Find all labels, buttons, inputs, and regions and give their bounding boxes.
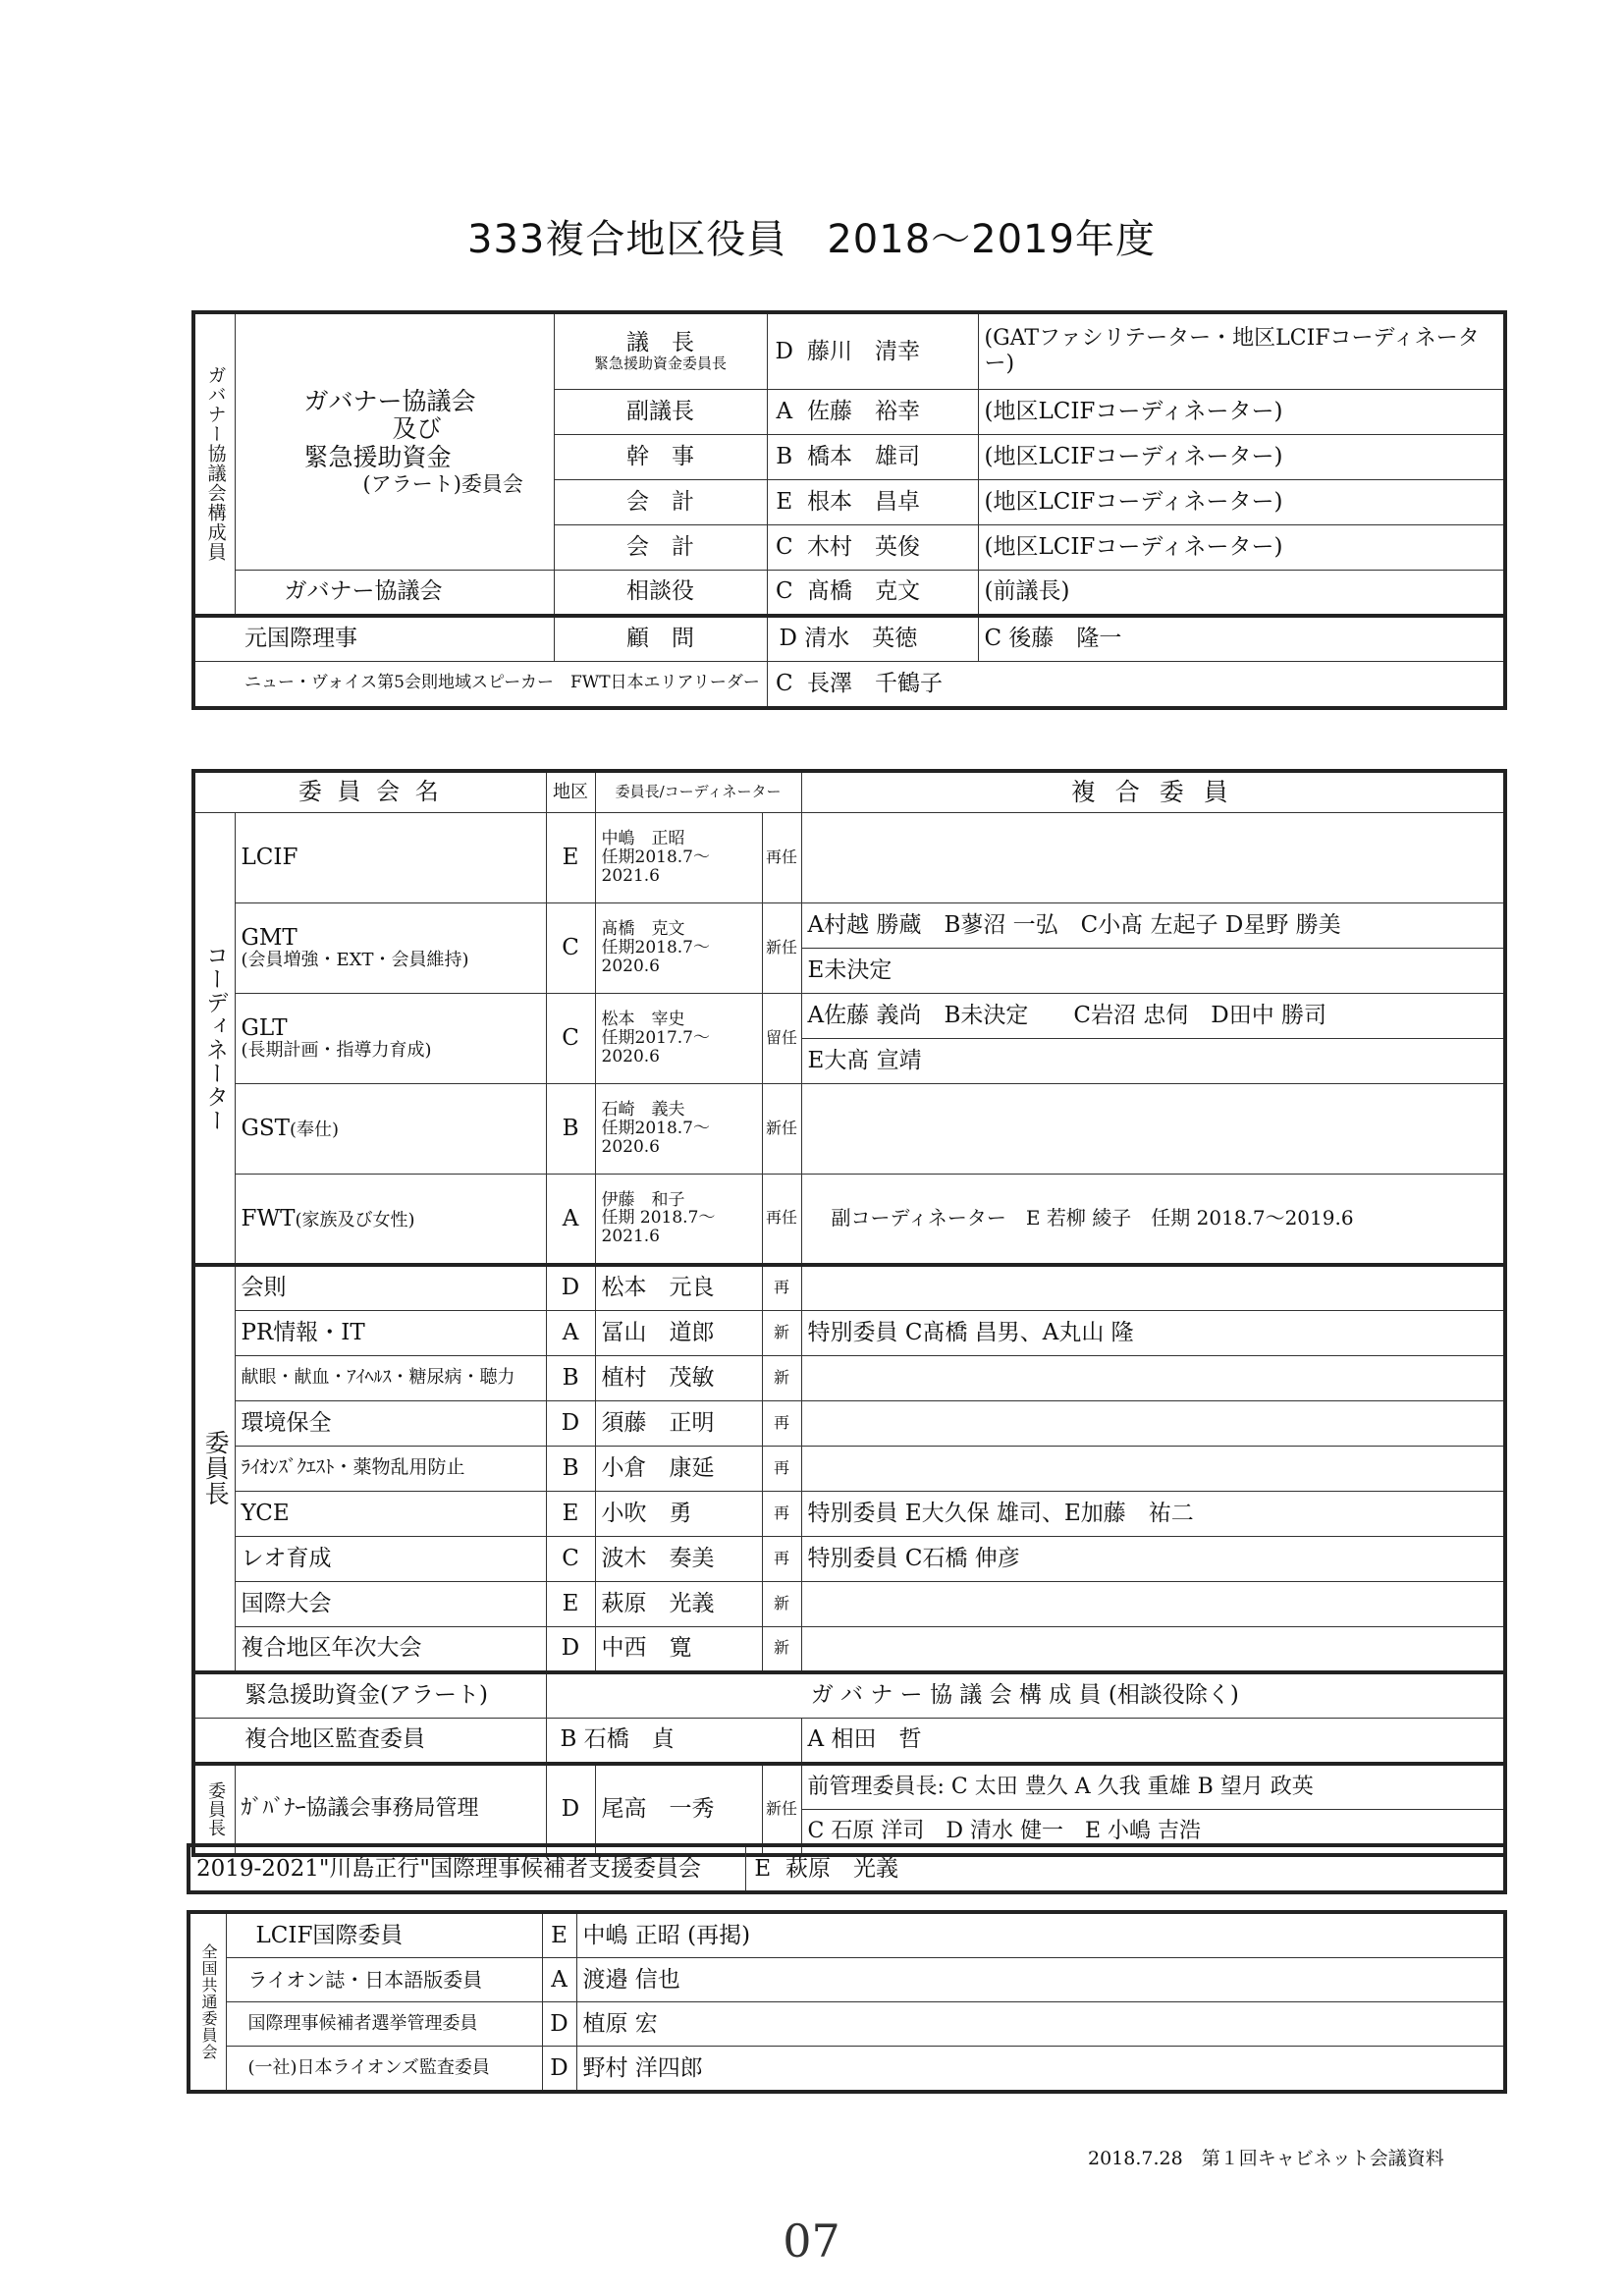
member-name: 木村 英俊	[801, 524, 978, 570]
committee-name: 会則	[235, 1265, 546, 1311]
members-line: E未決定	[801, 949, 1505, 994]
chair-name: 萩原 光義	[595, 1581, 762, 1626]
role-cell	[554, 312, 767, 389]
page-title: 333複合地区役員 2018～2019年度	[467, 217, 1156, 262]
alert-row-members: ガ バ ナ ー 協 議 会 構 成 員 (相談役除く)	[546, 1672, 1505, 1719]
member-note: (地区LCIFコーディネーター)	[978, 389, 1505, 434]
committee-name	[235, 813, 546, 903]
member-name: 藤川 清幸	[801, 312, 978, 389]
chair-term: 任期2018.7～2020.6	[601, 1119, 710, 1157]
district-code: A	[546, 1310, 595, 1355]
members-cell	[801, 813, 1505, 903]
chair-cell	[595, 1175, 762, 1265]
committee-title: GLT	[241, 1014, 288, 1041]
committee-name: 国際理事候補者選挙管理委員	[226, 2002, 542, 2047]
district-code: E	[767, 479, 801, 524]
members-cell	[801, 1355, 1505, 1400]
committee-name	[235, 903, 546, 994]
committee-sub: (奉仕)	[289, 1120, 340, 1141]
district-code: B	[767, 434, 801, 479]
committee-name: YCE	[235, 1491, 546, 1536]
council-group-name	[235, 312, 554, 570]
chair-name: 尾高 一秀	[595, 1764, 762, 1855]
district-code: D	[546, 1400, 595, 1446]
chair-name: 伊藤 和子	[601, 1189, 685, 1210]
member-name: 野村 洋四郎	[576, 2047, 1505, 2093]
members-line: 前管理委員長: C 太田 豊久 A 久我 重雄 B 望月 政英	[801, 1764, 1505, 1810]
district-code: E	[542, 1912, 576, 1958]
footer-note: 2018.7.28 第１回キャビネット会議資料	[1088, 2148, 1444, 2169]
members-cell	[801, 1581, 1505, 1626]
committee-title: FWT	[241, 1205, 296, 1231]
district-code: A	[767, 389, 801, 434]
chair-name: 中西 寛	[595, 1626, 762, 1672]
role-label: 議 長	[626, 329, 694, 355]
committee-title: GST	[241, 1116, 290, 1142]
members-cell: 副コーディネーター E 若柳 綾子 任期 2018.7～2019.6	[801, 1175, 1505, 1265]
committee-title: LCIF	[241, 845, 298, 871]
chair-name: 小吹 勇	[595, 1491, 762, 1536]
support-label: 2019-2021"川島正行"国際理事候補者支援委員会	[189, 1845, 745, 1892]
support-table	[187, 1843, 1507, 1894]
chair-name: 松本 元良	[595, 1265, 762, 1311]
council-side-label: ガバナー協議会構成員	[193, 312, 235, 616]
chair-name: 中嶋 正昭	[601, 829, 685, 849]
chair-name: 石崎 義夫	[601, 1100, 685, 1121]
status-badge: 再	[762, 1446, 801, 1491]
members-cell: 特別委員 E大久保 雄司、E加藤 祐二	[801, 1491, 1505, 1536]
chair-cell	[595, 903, 762, 994]
status-badge: 留任	[762, 994, 801, 1084]
members-cell: 特別委員 C石橋 伸彦	[801, 1536, 1505, 1581]
audit-row-name: 複合地区監査委員	[193, 1718, 546, 1764]
status-badge: 新	[762, 1626, 801, 1672]
role-label: 顧 問	[554, 616, 767, 662]
chair-cell	[595, 1084, 762, 1175]
members-cell: 特別委員 C髙橋 昌男、A丸山 隆	[801, 1310, 1505, 1355]
committee-sub: (会員増強・EXT・会員維持)	[241, 950, 469, 971]
members-line: A佐藤 義尚 B未決定 C岩沼 忠伺 D田中 勝司	[801, 994, 1505, 1039]
committee-name	[235, 994, 546, 1084]
national-table	[187, 1910, 1507, 2094]
status-badge: 新任	[762, 1764, 801, 1855]
member-note: (前議長)	[978, 570, 1505, 616]
member-note: (地区LCIFコーディネーター)	[978, 524, 1505, 570]
chair-name: 松本 宰史	[601, 1010, 685, 1030]
district-code: C	[767, 524, 801, 570]
district-code: C	[546, 1536, 595, 1581]
page-number: 07	[783, 2214, 840, 2268]
members-line: C 石原 洋司 D 清水 健一 E 小嶋 吉浩	[801, 1809, 1505, 1855]
group-line: 及び	[392, 414, 442, 444]
chair-name: 植村 茂敏	[595, 1355, 762, 1400]
role-sub-label: 緊急援助資金委員長	[593, 355, 727, 373]
role-label: 会 計	[554, 479, 767, 524]
committee-sub: (長期計画・指導力育成)	[241, 1040, 432, 1062]
status-badge: 新	[762, 1310, 801, 1355]
office-side-label: 委員長	[193, 1764, 235, 1855]
member-name: 植原 宏	[576, 2002, 1505, 2047]
district-code: B	[546, 1446, 595, 1491]
status-badge: 再任	[762, 1175, 801, 1265]
status-badge: 再	[762, 1536, 801, 1581]
chair-name: 冨山 道郎	[595, 1310, 762, 1355]
chair-term: 任期2018.7～2020.6	[601, 938, 710, 976]
members-cell	[801, 1626, 1505, 1672]
header-committee-name: 委 員 会 名	[193, 771, 546, 813]
role-label: 副議長	[554, 389, 767, 434]
district-code: E	[745, 1845, 780, 1892]
chair-term: 任期2017.7～2020.6	[601, 1028, 710, 1066]
committee-sub: (家族及び女性)	[295, 1209, 415, 1230]
status-badge: 新	[762, 1581, 801, 1626]
role-label: 会 計	[554, 524, 767, 570]
status-badge: 新任	[762, 1084, 801, 1175]
committee-name: ライオン誌・日本語版委員	[226, 1958, 542, 2002]
district-code: D	[546, 1626, 595, 1672]
group-line: 緊急援助資金	[303, 443, 452, 472]
chair-name: 須藤 正明	[595, 1400, 762, 1446]
status-badge: 再	[762, 1400, 801, 1446]
member-note: (地区LCIFコーディネーター)	[978, 479, 1505, 524]
group-line: (アラート)委員会	[362, 471, 523, 496]
district-code: C	[546, 994, 595, 1084]
committee-name: ﾗｲｵﾝｽﾞｸｴｽﾄ・薬物乱用防止	[235, 1446, 546, 1491]
audit-entry: B 石橋 貞	[546, 1718, 801, 1764]
status-badge: 新任	[762, 903, 801, 994]
chair-cell	[595, 994, 762, 1084]
members-line: A村越 勝蔵 B蓼沼 一弘 C小髙 左起子 D星野 勝美	[801, 903, 1505, 949]
member-note: (地区LCIFコーディネーター)	[978, 434, 1505, 479]
committee-name: 国際大会	[235, 1581, 546, 1626]
status-badge: 再	[762, 1265, 801, 1311]
audit-entry: A 相田 哲	[801, 1718, 1505, 1764]
national-side-label: 全国共通委員会	[189, 1912, 226, 2092]
district-code: D	[546, 1265, 595, 1311]
member-name: 長澤 千鶴子	[801, 661, 1505, 708]
members-line: E大髙 宣靖	[801, 1039, 1505, 1084]
committee-table	[191, 769, 1507, 1857]
district-code: C	[546, 903, 595, 994]
members-cell	[801, 1400, 1505, 1446]
committee-name: 環境保全	[235, 1400, 546, 1446]
committee-name: 献眼・献血・ｱｲﾍﾙｽ・糖尿病・聴力	[235, 1355, 546, 1400]
role-label: 幹 事	[554, 434, 767, 479]
district-code: E	[546, 1491, 595, 1536]
district-code: E	[546, 813, 595, 903]
committee-name: 複合地区年次大会	[235, 1626, 546, 1672]
member-name: 萩原 光義	[780, 1845, 1505, 1892]
alert-row-name: 緊急援助資金(アラート)	[193, 1672, 546, 1719]
district-code: B	[546, 1084, 595, 1175]
member-note: (GATファシリテーター・地区LCIFコーディネーター)	[978, 312, 1505, 389]
advisor-group: ガバナー協議会	[235, 570, 554, 616]
member-name: C 後藤 隆一	[978, 616, 1505, 662]
chair-term: 任期 2018.7～2021.6	[601, 1208, 716, 1247]
committee-name: レオ育成	[235, 1536, 546, 1581]
district-code: C	[767, 570, 801, 616]
status-badge: 再	[762, 1491, 801, 1536]
district-code: D	[542, 2002, 576, 2047]
member-name: 中嶋 正昭 (再掲)	[576, 1912, 1505, 1958]
district-code: B	[546, 1355, 595, 1400]
member-name: 渡邉 信也	[576, 1958, 1505, 2002]
district-code: C	[767, 661, 801, 708]
members-cell	[801, 1084, 1505, 1175]
coordinator-side-label: コーディネーター	[193, 813, 235, 1265]
members-cell	[801, 1265, 1505, 1311]
committee-name: PR情報・IT	[235, 1310, 546, 1355]
committee-title: GMT	[241, 924, 298, 951]
district-code: A	[542, 1958, 576, 2002]
chair-name: 波木 奏美	[595, 1536, 762, 1581]
chair-term: 任期2018.7～2021.6	[601, 847, 710, 886]
committee-name: LCIF国際委員	[226, 1912, 542, 1958]
committee-name: (一社)日本ライオンズ監査委員	[226, 2047, 542, 2093]
chair-name: 髙橋 克文	[601, 919, 685, 940]
status-badge: 新	[762, 1355, 801, 1400]
speaker-label: ニュー・ヴォイス第5会則地域スピーカー FWT日本エリアリーダー	[193, 661, 767, 708]
committee-name: ｶﾞﾊﾞﾅｰ協議会事務局管理	[235, 1764, 546, 1855]
member-name: D 清水 英徳	[767, 616, 978, 662]
committee-name	[235, 1084, 546, 1175]
council-table	[191, 310, 1507, 710]
chair-side-label: 委員長	[193, 1265, 235, 1672]
role-label: 相談役	[554, 570, 767, 616]
member-name: 佐藤 裕幸	[801, 389, 978, 434]
district-code: D	[767, 312, 801, 389]
header-district: 地区	[546, 771, 595, 813]
district-code: E	[546, 1581, 595, 1626]
member-name: 髙橋 克文	[801, 570, 978, 616]
chair-cell	[595, 813, 762, 903]
status-badge: 再任	[762, 813, 801, 903]
member-name: 橋本 雄司	[801, 434, 978, 479]
district-code: D	[542, 2047, 576, 2093]
chair-name: 小倉 康延	[595, 1446, 762, 1491]
header-chair: 委員長/コーディネーター	[595, 771, 801, 813]
former-director-group: 元国際理事	[193, 616, 554, 662]
member-name: 根本 昌卓	[801, 479, 978, 524]
committee-name	[235, 1175, 546, 1265]
district-code: A	[546, 1175, 595, 1265]
header-members: 複 合 委 員	[801, 771, 1505, 813]
district-code: D	[546, 1764, 595, 1855]
group-line: ガバナー協議会	[303, 386, 476, 415]
members-cell	[801, 1446, 1505, 1491]
